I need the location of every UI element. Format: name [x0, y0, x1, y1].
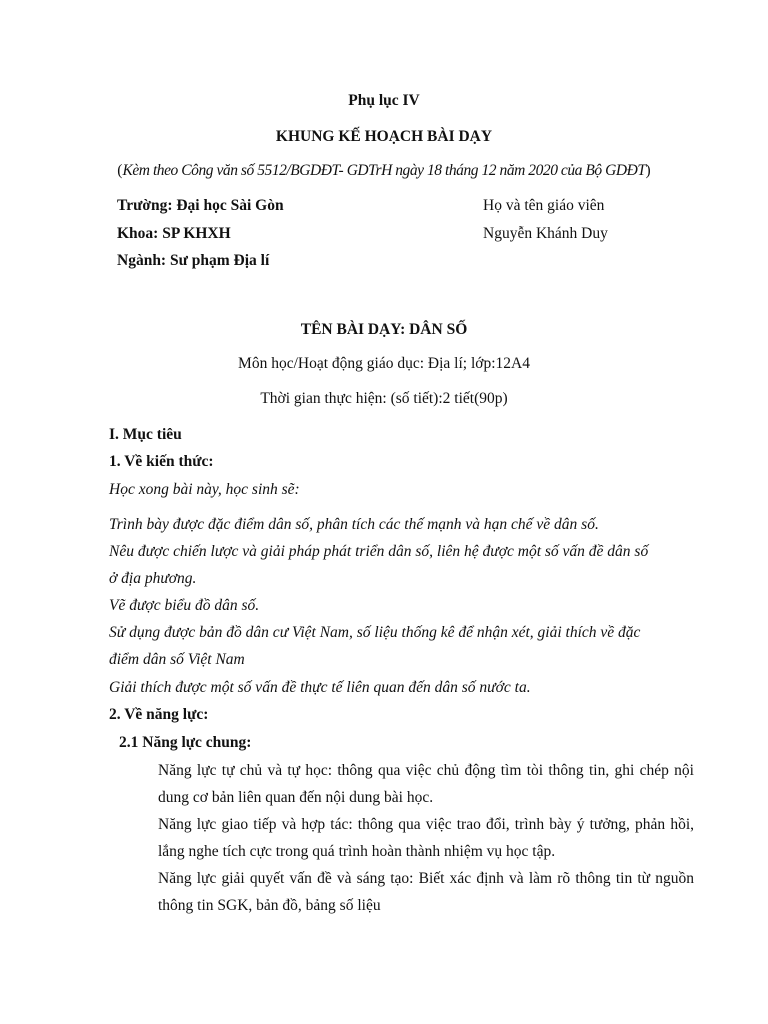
knowledge-intro: Học xong bài này, học sinh sẽ:	[109, 481, 300, 498]
major-label: Ngành: Sư phạm Địa lí	[117, 252, 270, 269]
reference-note	[0, 162, 768, 180]
competency-item: Năng lực tự chủ và tự học: thông qua việc chủ động tìm tòi thông tin, ghi chép nội dung cơ bản liên quan đến nội dung bài học.	[158, 762, 694, 806]
lesson-duration: Thời gian thực hiện: (số tiết):2 tiết(90p)	[260, 390, 508, 407]
lesson-subject: Môn học/Hoạt động giáo dục: Địa lí; lớp:12A4	[238, 355, 530, 372]
knowledge-line: Giải thích được một số vấn đề thực tế liên quan đến dân số nước ta.	[109, 679, 531, 696]
knowledge-line: điểm dân số Việt Nam	[109, 651, 245, 668]
knowledge-heading: 1. Về kiến thức:	[109, 453, 214, 470]
knowledge-line: ở địa phương.	[109, 570, 197, 587]
school-label: Trường: Đại học Sài Gòn	[117, 197, 284, 214]
reference-note-open: (	[117, 162, 123, 179]
competency-item: Năng lực giao tiếp và hợp tác: thông qua việc trao đổi, trình bày ý tưởng, phản hồi, lắng nghe tích cực trong quá trình hoàn thành nhiệm vụ học tập.	[158, 816, 694, 860]
teacher-label: Họ và tên giáo viên	[483, 197, 605, 214]
objectives-heading: I. Mục tiêu	[109, 426, 182, 443]
appendix-label: Phụ lục IV	[348, 92, 420, 109]
reference-note-close: )	[645, 162, 651, 179]
faculty-label: Khoa: SP KHXH	[117, 225, 231, 242]
teacher-name: Nguyễn Khánh Duy	[483, 225, 608, 242]
competency-heading: 2. Về năng lực:	[109, 706, 209, 723]
knowledge-line: Sử dụng được bản đồ dân cư Việt Nam, số liệu thống kê để nhận xét, giải thích về đặc	[109, 624, 641, 641]
lesson-name: TÊN BÀI DẠY: DÂN SỐ	[300, 321, 468, 338]
general-competency-heading: 2.1 Năng lực chung:	[119, 734, 252, 751]
knowledge-line: Vẽ được biểu đồ dân số.	[109, 597, 260, 614]
knowledge-line: Trình bày được đặc điểm dân số, phân tích các thế mạnh và hạn chế về dân số.	[109, 516, 599, 533]
knowledge-line: Nêu được chiến lược và giải pháp phát triển dân số, liên hệ được một số vấn đề dân số	[109, 543, 649, 560]
reference-note-text: Kèm theo Công văn số 5512/BGDĐT- GDTrH ngày 18 tháng 12 năm 2020 của Bộ GDĐT	[122, 162, 646, 179]
competency-item: Năng lực giải quyết vấn đề và sáng tạo: Biết xác định và làm rõ thông tin từ nguồn thông tin SGK, bản đồ, bảng số liệu	[158, 870, 694, 914]
document-title: KHUNG KẾ HOẠCH BÀI DẠY	[275, 128, 493, 145]
